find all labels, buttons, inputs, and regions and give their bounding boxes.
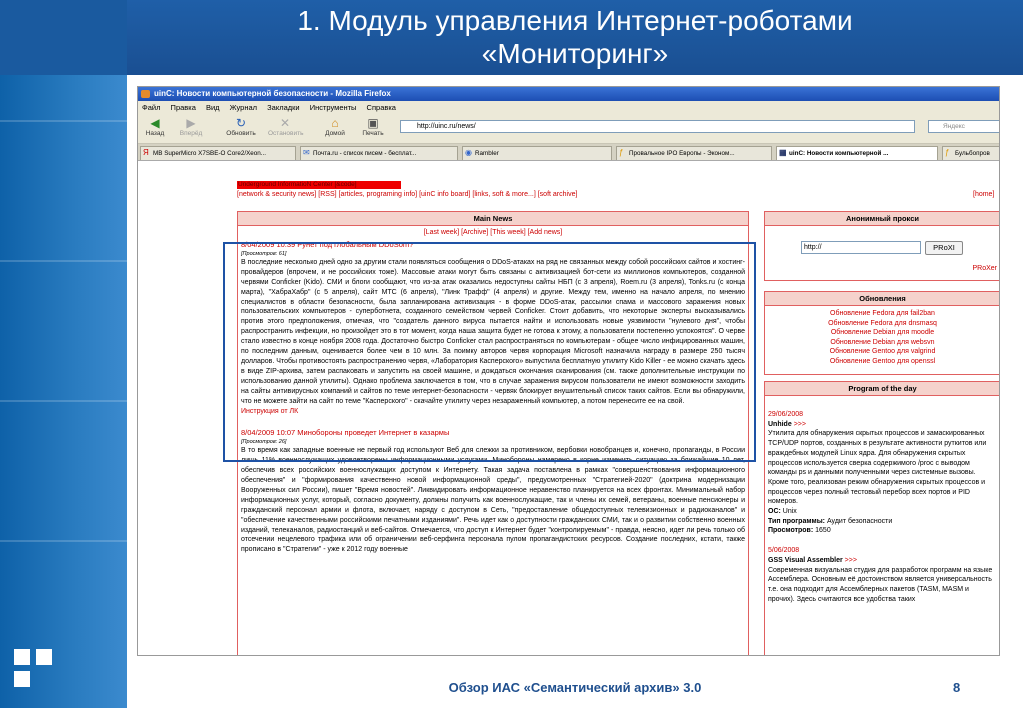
update-item[interactable]: Обновление Debian для moodle — [830, 329, 935, 336]
program-desc: Современная визуальная студия для разработок программ на языке Ассемблера. Основным её достоинством является универсальность т.е. она подходит для Ассемблерных пакетов (TASM, MASM и прочих). Здесь считаются все удобства таких — [768, 566, 993, 603]
stop-button[interactable]: ✕ Остановить — [268, 116, 304, 137]
article-views: [Просмотров: 61] — [241, 250, 287, 257]
article-views: [Просмотров: 26] — [241, 439, 287, 446]
update-item[interactable]: Обновление Gentoo для openssl — [829, 357, 936, 365]
window-titlebar — [138, 87, 999, 101]
mail-icon: ✉ — [303, 148, 310, 157]
proxy-url-input[interactable]: http:// — [801, 241, 921, 254]
proxy-title: Анонимный прокси — [765, 212, 1000, 226]
url-bar[interactable] — [400, 120, 915, 133]
search-placeholder: Яндекс — [943, 123, 965, 130]
stop-icon: ✕ — [279, 116, 291, 130]
update-item[interactable]: Обновление Debian для websvn — [830, 338, 935, 346]
menu-bar — [138, 101, 999, 114]
program-of-day-box — [764, 381, 1000, 656]
navigation-toolbar — [138, 114, 999, 144]
page-number: 8 — [953, 680, 961, 695]
tab-bulbo[interactable]: ƒ Бульбопров — [942, 146, 1000, 160]
slide-footer — [127, 678, 1023, 702]
print-button[interactable]: ▣ Печать — [356, 116, 390, 137]
url-text: http://uinc.ru/news/ — [417, 123, 476, 130]
update-item[interactable]: Обновление Fedora для dnsmasq — [828, 319, 937, 327]
menu-tools[interactable]: Инструменты — [309, 103, 357, 112]
program-entry — [765, 396, 1000, 536]
home-link[interactable]: [home] — [973, 191, 995, 198]
program-title: Program of the day — [765, 382, 1000, 396]
menu-bookmarks[interactable]: Закладки — [267, 103, 300, 112]
search-input[interactable] — [928, 120, 1000, 133]
menu-help[interactable]: Справка — [366, 103, 396, 112]
article-link[interactable]: Инструкция от ЛК — [241, 407, 299, 415]
menu-file[interactable]: Файл — [142, 103, 161, 112]
proxy-button[interactable]: PRoXI — [925, 241, 963, 255]
back-button[interactable]: ◀ Назад — [138, 116, 172, 137]
program-entry — [765, 536, 1000, 604]
tab-rambler[interactable]: ◉ Rambler — [462, 146, 612, 160]
reload-icon: ↻ — [235, 116, 247, 130]
window-title: uinC: Новости компьютерной безопасности - Mozilla Firefox — [154, 89, 391, 98]
tab-uinc[interactable]: ▦ uinC: Новости компьютерной ... — [776, 146, 938, 160]
menu-history[interactable]: Журнал — [229, 103, 258, 112]
slide-title — [127, 0, 1023, 75]
slide-title-line2: «Мониторинг» — [481, 38, 669, 69]
tab-pochta[interactable]: ✉ Почта.ru - список писем - бесплат... — [300, 146, 458, 160]
updates-title: Обновления — [765, 292, 1000, 306]
site-icon: ▦ — [779, 148, 787, 157]
article-title[interactable]: 8/04/2009 10:39 Рунет под глобальным DDoSom? — [241, 240, 414, 249]
tab-ipo[interactable]: ƒ Провальное IPO Европы - Эконом... — [616, 146, 772, 160]
home-button[interactable]: ⌂ Домой — [318, 116, 352, 137]
tab-supermicro[interactable]: Я MB SuperMicro X7SBE-O Core2/Xeon... — [140, 146, 296, 160]
program-name[interactable]: Unhide >>> — [768, 420, 806, 428]
home-icon: ⌂ — [331, 116, 339, 130]
proxy-box — [764, 211, 1000, 281]
footer-text: Обзор ИАС «Семантический архив» 3.0 — [448, 680, 702, 695]
corner-block — [0, 0, 127, 75]
program-date: 5/06/2008 — [768, 547, 800, 555]
update-item[interactable]: Обновление Fedora для fail2ban — [830, 310, 935, 317]
left-decor-bar — [0, 0, 127, 708]
program-desc: Утилита для обнаружения скрытых процессов и замаскированных TCP/UDP портов, созданных в результате активности руткитов или враждебных модулей Linux ядра. Для обнаружения скрытых процессов используется сверка содержимого /proc с выводом команды ps и данными полученными через системные вызовы. Кроме того, реализован режим обнаружения скрытых процессов и процессов через полный тестовый перебор всех портов и PID номеров. — [768, 430, 987, 506]
reload-button[interactable]: ↻ Обновить — [224, 116, 258, 137]
update-item[interactable]: Обновление Gentoo для valgrind — [829, 348, 936, 355]
menu-view[interactable]: Вид — [205, 103, 220, 112]
site-nav-links[interactable]: [network & security news] [RSS] [articles, programing info] [uinC info board] [links, soft & more...] [soft archive] — [237, 191, 578, 198]
news-subnav[interactable]: [Last week] [Archive] [This week] [Add news] — [423, 229, 563, 236]
back-arrow-icon: ◀ — [150, 116, 160, 130]
menu-edit[interactable]: Правка — [170, 103, 196, 112]
yandex-icon: Я — [143, 148, 149, 157]
program-date: 29/06/2008 — [768, 411, 804, 418]
printer-icon: ▣ — [367, 116, 379, 130]
site-nav — [237, 190, 997, 199]
finance-icon: ƒ — [945, 148, 950, 157]
forward-button[interactable]: ▶ Вперёд — [174, 116, 208, 137]
article-title[interactable]: 8/04/2009 10:07 Минобороны проведет Интернет в казармы — [241, 428, 450, 438]
highlight-frame — [223, 242, 756, 462]
program-views: Просмотров: 1650 — [768, 527, 831, 535]
article-body: В последние несколько дней одно за другим стали появляться сообщения о DDoS-атаках на ряд не связанных между собой российских сайтов и хостинг-провайдеров (впрочем, и не российских тоже). Массовые атаки могут быть связаны с активизацией бот-сети из миллионов компьютеров, созданной червями Conficker (Kido). СМИ и блоги сообщают, что из-за атак оказались недоступны сайты НБП (с 3 апреля), Roem.ru (3 апреля), Tonks.ru (с конца марта), "ХабраХабр" (с 5 апреля), сайт МТС (6 апреля), "Линк Трафф" (4 апреля) и другие. Между тем, именно на начало апреля, по мнению специалистов в области безопасности, была запланирована активизация - в форме DDoS-атак, рассылки спама и массового заражения новых пользовательских компьютеров - суперботнета, созданного семейством червей Conficker. Стоит добавить, что некоторые эксперты высказывались против этого предположения, отмечая, что "создатель данного вируса пытается найти и использовать новые уязвимости "нулевого дня", чтобы распространить инфекции, но произойдет это в тот момент, когда наша защита будет не готова к этому, а пользователи постепенно успокоятся". О черве стало известно в конце ноября 2008 года. Достаточно быстро Conficker стал распространяться по компьютерам - общее число инфицированных машин, по последним данным, оценивается более чем в 10 млн. За поимку авторов червя корпорация Microsoft назначила награду в размере 250 тысяч долларов. Чтобы противостоять распространению червя, «Лаборатория Касперского» выпустила бесплатную утилиту Kido Killer - ее можно скачать здесь в виде ZIP-архива, затем распаковать и запустить на своей машине, и дождаться окончания сканирования (см. также дополнительные инструкции по использованию данной утилиты). Однако проблема заключается в том, что в случае заражения вирусом пользователи не имеют возможности заходить на сайты антивирусных компаний и сайтов по теме интернет-безопасности - червяк блокирует внушительный список таких сайтов. Если вы обнаружили, что не можете зайти на сайт по теме "Касперского" - скачайте утилиту через незараженный компьютер, а потом перенесите ее на свой. — [241, 258, 745, 405]
forward-arrow-icon: ▶ — [186, 116, 196, 130]
slide-title-line1: 1. Модуль управления Интернет-роботами — [297, 5, 853, 36]
rambler-icon: ◉ — [465, 148, 472, 157]
updates-box — [764, 291, 1000, 375]
article-body: В то время как западные военные не первый год используют Веб для слежки за противником, вербовки новобранцев и, конечно, пропаганды, в России лишь 11% военнослужащих удовлетворены информационными услугами. Минобороны намерено в корне изменить ситуацию за ближайшие 10 лет, обеспечив всех российских военнослужащих доступом к Интернету. Такая задача поставлена в рамках "совершенствования информационного обеспечения" и "формирования качественно новой информационной среды", предусмотренных "Стратегией-2020" (доктрина модернизации Вооруженных сил России), пишет "Время новостей". Ликвидировать информационное неравенство планируется на всех фронтах. Минимальный набор информационных услуг, который, согласно документу, должны получить как военнослужащие, так и члены их семей, ветераны, военные пенсионеры и гражданский персонал армии и флота, включает, наряду с доступом в Сеть, "предоставление общедоступных телевизионных и радиоканалов" и "обеспечение качественными российскими печатными изданиями". Речь идет как о доступности гражданских СМИ, так и о развитии собственно военных изданий, телеканалов, радиостанций и веб-сайтов. Отмечается, что доступ к Интернет будет "контролируемым" - правда, неясно, идет ли речь только об отсечении нецелевого трафика или об ограничении веб-серфинга персонала пулом пропагандистских ресурсов. Создание последних, кстати, также прописано в "Стратегии" - уже к 2012 году военные — [241, 447, 745, 554]
program-name[interactable]: GSS Visual Assembler >>> — [768, 556, 857, 564]
main-news-title: Main News — [238, 212, 748, 226]
program-os: OC: Unix — [768, 508, 797, 516]
finance-icon: ƒ — [619, 148, 624, 157]
proxy-source-link[interactable]: PRoXer — [972, 265, 997, 272]
site-header-strip: Underground InformatioN Center [&code] — [237, 181, 401, 189]
tab-strip — [138, 144, 999, 161]
program-type: Тип программы: Аудит безопасности — [768, 517, 893, 525]
firefox-icon — [141, 90, 150, 98]
